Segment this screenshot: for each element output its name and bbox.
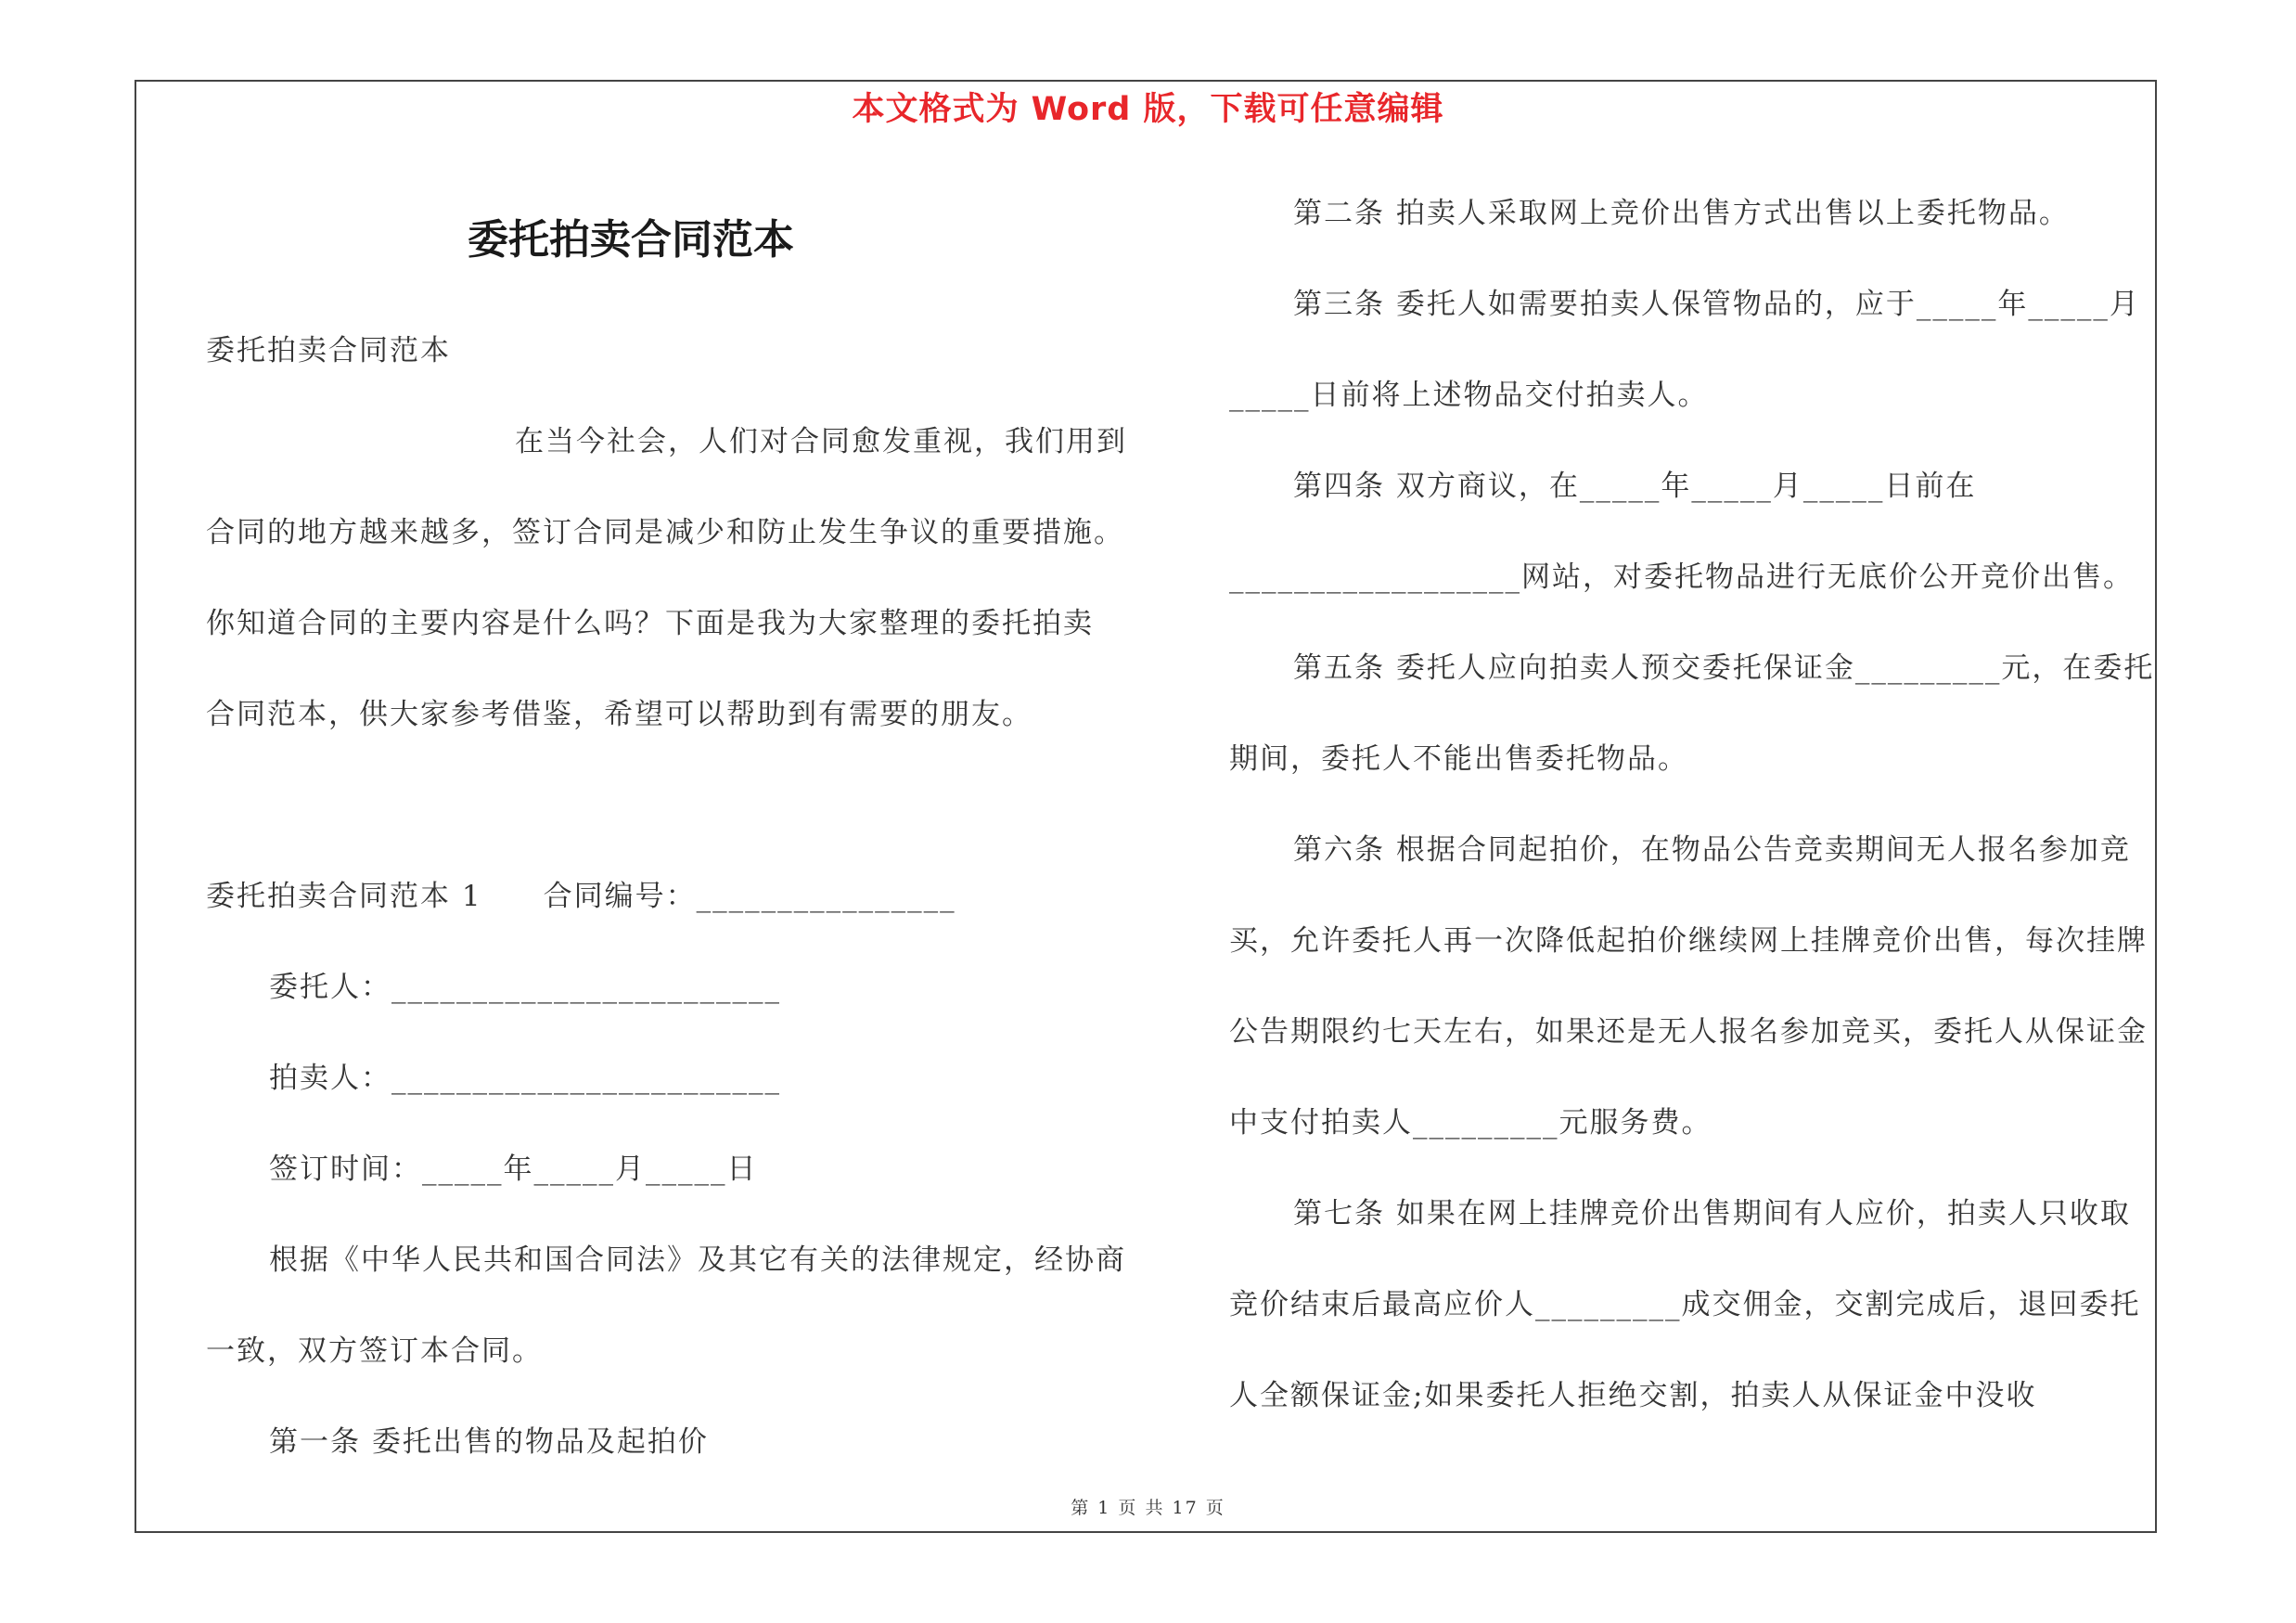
right-line: 期间，委托人不能出售委托物品。: [1229, 742, 1688, 776]
right-line: 公告期限约七天左右，如果还是无人报名参加竞买，委托人从保证金: [1229, 1015, 2148, 1049]
left-line: 委托拍卖合同范本 1 合同编号：________________: [206, 880, 956, 913]
left-line: 合同的地方越来越多，签订合同是减少和防止发生争议的重要措施。: [206, 516, 1124, 549]
left-line: 拍卖人：________________________: [269, 1062, 781, 1095]
right-line: _____日前将上述物品交付拍卖人。: [1229, 379, 1709, 412]
page-number: 第 1 页 共 17 页: [1071, 1498, 1225, 1518]
right-line: 第七条 如果在网上挂牌竞价出售期间有人应价，拍卖人只收取: [1293, 1197, 2131, 1230]
right-line: 第三条 委托人如需要拍卖人保管物品的，应于_____年_____月: [1293, 288, 2140, 321]
right-line: 人全额保证金;如果委托人拒绝交割，拍卖人从保证金中没收: [1229, 1379, 2037, 1412]
left-line: 一致，双方签订本合同。: [206, 1334, 543, 1368]
left-line: 委托人：________________________: [269, 971, 781, 1004]
right-line: 第四条 双方商议，在_____年_____月_____日前在: [1293, 470, 1977, 503]
left-line: 委托拍卖合同范本: [206, 334, 451, 367]
right-line: __________________网站，对委托物品进行无底价公开竞价出售。: [1229, 560, 2134, 594]
right-line: 竞价结束后最高应价人_________成交佣金，交割完成后，退回委托: [1229, 1288, 2141, 1321]
left-line: 第一条 委托出售的物品及起拍价: [269, 1425, 709, 1459]
left-line: 你知道合同的主要内容是什么吗？下面是我为大家整理的委托拍卖: [206, 607, 1094, 640]
document-title: 委托拍卖合同范本: [468, 216, 794, 264]
right-line: 第六条 根据合同起拍价，在物品公告竞卖期间无人报名参加竞: [1293, 833, 2131, 867]
left-line: 签订时间：_____年_____月_____日: [269, 1153, 758, 1186]
left-line: 在当今社会，人们对合同愈发重视，我们用到: [515, 425, 1127, 458]
right-line: 第二条 拍卖人采取网上竞价出售方式出售以上委托物品。: [1293, 197, 2070, 230]
right-line: 第五条 委托人应向拍卖人预交委托保证金_________元，在委托: [1293, 651, 2155, 685]
right-line: 中支付拍卖人_________元服务费。: [1229, 1106, 1712, 1140]
right-line: 买，允许委托人再一次降低起拍价继续网上挂牌竞价出售，每次挂牌: [1229, 924, 2148, 958]
left-line: 合同范本，供大家参考借鉴，希望可以帮助到有需要的朋友。: [206, 698, 1033, 731]
left-line: 根据《中华人民共和国合同法》及其它有关的法律规定，经协商: [269, 1243, 1126, 1277]
format-banner: 本文格式为 Word 版，下载可任意编辑: [852, 91, 1444, 128]
